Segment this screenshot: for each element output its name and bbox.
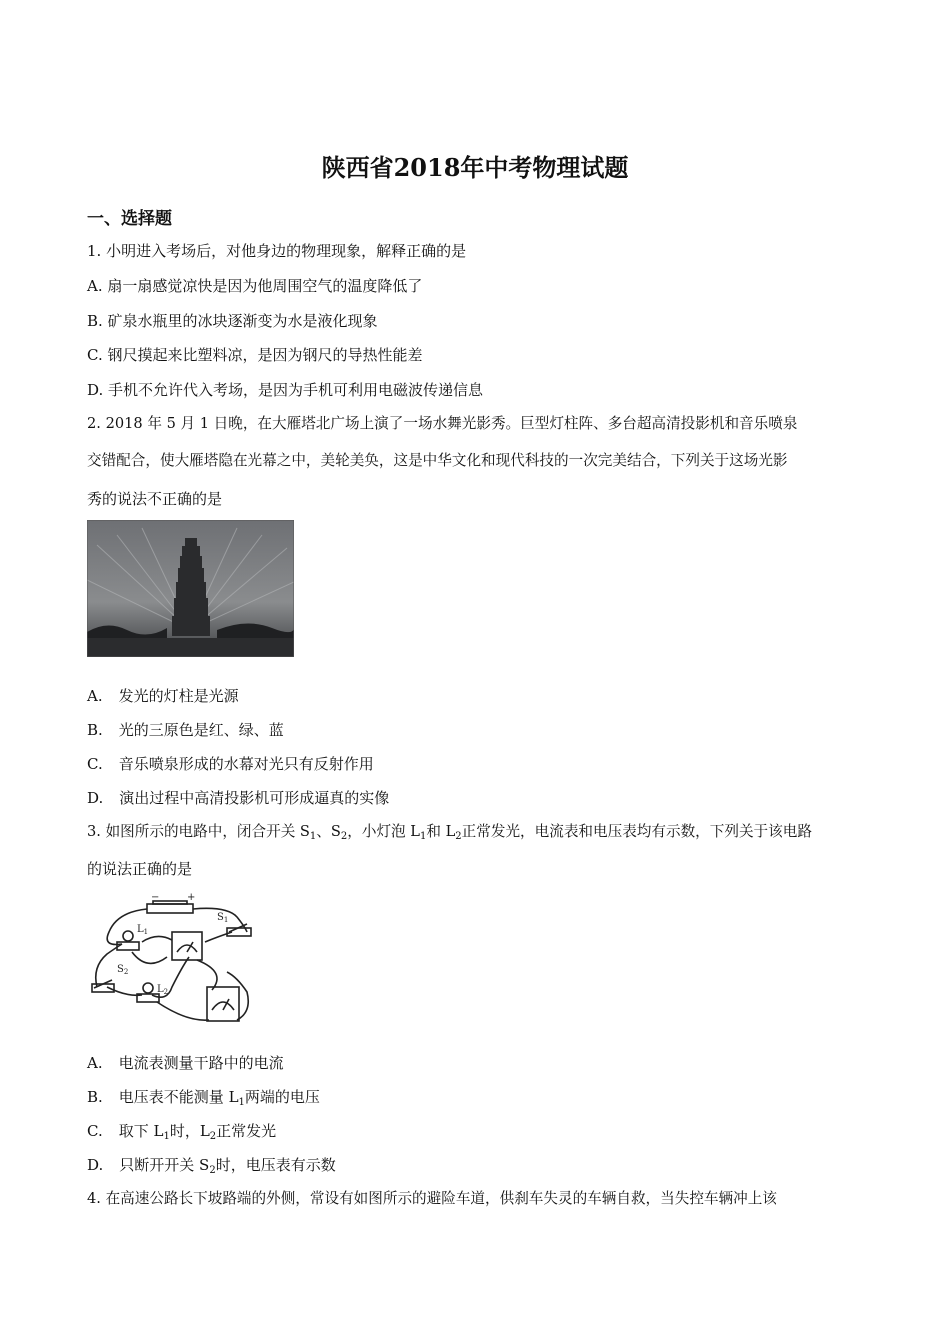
question-3-option-c xyxy=(87,1121,276,1141)
option-text: 正常发光 xyxy=(216,1122,277,1140)
battery-minus-label: − xyxy=(151,892,160,903)
subscript: 2 xyxy=(209,1131,217,1142)
subscript: 1 xyxy=(309,831,317,842)
dayan-pagoda-photo xyxy=(87,520,294,661)
section-heading: 一、选择题 xyxy=(87,209,172,229)
circuit-diagram-image xyxy=(87,892,267,1032)
l2-label: $L_2$ xyxy=(157,984,169,996)
option-text: 取下 L xyxy=(118,1122,164,1140)
question-3-stem-line-1 xyxy=(87,822,812,842)
subscript: 1 xyxy=(238,1097,245,1108)
option-text: 两端的电压 xyxy=(244,1088,320,1106)
option-text: 只断开开关 S xyxy=(119,1156,210,1174)
stem-part: 正常发光，电流表和电压表均有示数，下列关于该电路 xyxy=(461,823,812,840)
stem-part: 和 L xyxy=(426,823,456,840)
pagoda-photo-image xyxy=(87,520,294,657)
subscript: 2 xyxy=(455,831,462,842)
question-3-option-b xyxy=(87,1087,320,1107)
option-letter: B. xyxy=(87,721,103,739)
question-3-stem-line-2: 的说法正确的是 xyxy=(87,860,193,878)
stem-part: 3. 如图所示的电路中，闭合开关 S xyxy=(87,823,310,840)
question-1-option-b: B. 矿泉水瓶里的冰块逐渐变为水是液化现象 xyxy=(87,312,378,330)
question-1-option-a: A. 扇一扇感觉凉快是因为他周围空气的温度降低了 xyxy=(87,277,423,295)
stem-part: ，小灯泡 L xyxy=(347,823,420,840)
battery-plus-label: + xyxy=(187,892,196,903)
option-text: 光的三原色是红、绿、蓝 xyxy=(118,721,284,739)
option-letter: C. xyxy=(87,1122,103,1140)
question-3-option-d xyxy=(87,1155,336,1175)
question-2-stem-line-2: 交错配合，使大雁塔隐在光幕之中，美轮美奂，这是中华文化和现代科技的一次完美结合，下列关于这场光影 xyxy=(87,452,788,469)
option-letter: B. xyxy=(87,1088,103,1106)
stem-part: 、S xyxy=(316,823,341,840)
page-title: 陕西省2018年中考物理试题 xyxy=(321,153,629,182)
subscript: 1 xyxy=(163,1131,170,1142)
question-2-option-a xyxy=(87,686,239,706)
option-text: 电流表测量干路中的电流 xyxy=(118,1054,284,1072)
subscript: 1 xyxy=(419,831,427,842)
s1-label: $S_1$ xyxy=(217,912,229,924)
question-2-option-d xyxy=(87,788,389,808)
question-2-stem-line-1: 2. 2018 年 5 月 1 日晚，在大雁塔北广场上演了一场水舞光影秀。巨型灯柱阵、多台超高清投影机和音乐喷泉 xyxy=(87,415,798,432)
s2-label: $S_2$ xyxy=(117,964,129,976)
option-letter: C. xyxy=(87,755,103,773)
question-1-option-d: D. 手机不允许代入考场，是因为手机可利用电磁波传递信息 xyxy=(87,381,484,399)
l1-label: $L_1$ xyxy=(137,924,149,936)
option-letter: D. xyxy=(87,789,104,807)
question-2-option-b xyxy=(87,720,284,740)
question-2-option-c xyxy=(87,754,374,774)
option-letter: A. xyxy=(87,687,103,705)
option-text: 演出过程中高清投影机可形成逼真的实像 xyxy=(119,789,390,807)
question-4-stem: 4. 在高速公路长下坡路端的外侧，常设有如图所示的避险车道，供刹车失灵的车辆自救，当失控车辆冲上该 xyxy=(87,1190,777,1207)
option-text: 发光的灯柱是光源 xyxy=(118,687,239,705)
option-text: 音乐喷泉形成的水幕对光只有反射作用 xyxy=(118,755,374,773)
option-text: 时，电压表有示数 xyxy=(215,1156,336,1174)
question-3-option-a xyxy=(87,1053,284,1073)
question-2-stem-line-3: 秀的说法不正确的是 xyxy=(87,490,223,508)
option-letter: A. xyxy=(87,1054,103,1072)
option-text: 电压表不能测量 L xyxy=(118,1088,239,1106)
question-1-option-c: C. 钢尺摸起来比塑料凉，是因为钢尺的导热性能差 xyxy=(87,346,423,364)
circuit-diagram xyxy=(87,892,267,1036)
subscript: 2 xyxy=(340,831,348,842)
question-1-stem: 1. 小明进入考场后，对他身边的物理现象，解释正确的是 xyxy=(87,242,467,260)
option-text: 时，L xyxy=(169,1122,210,1140)
subscript: 2 xyxy=(209,1165,216,1176)
option-letter: D. xyxy=(87,1156,104,1174)
